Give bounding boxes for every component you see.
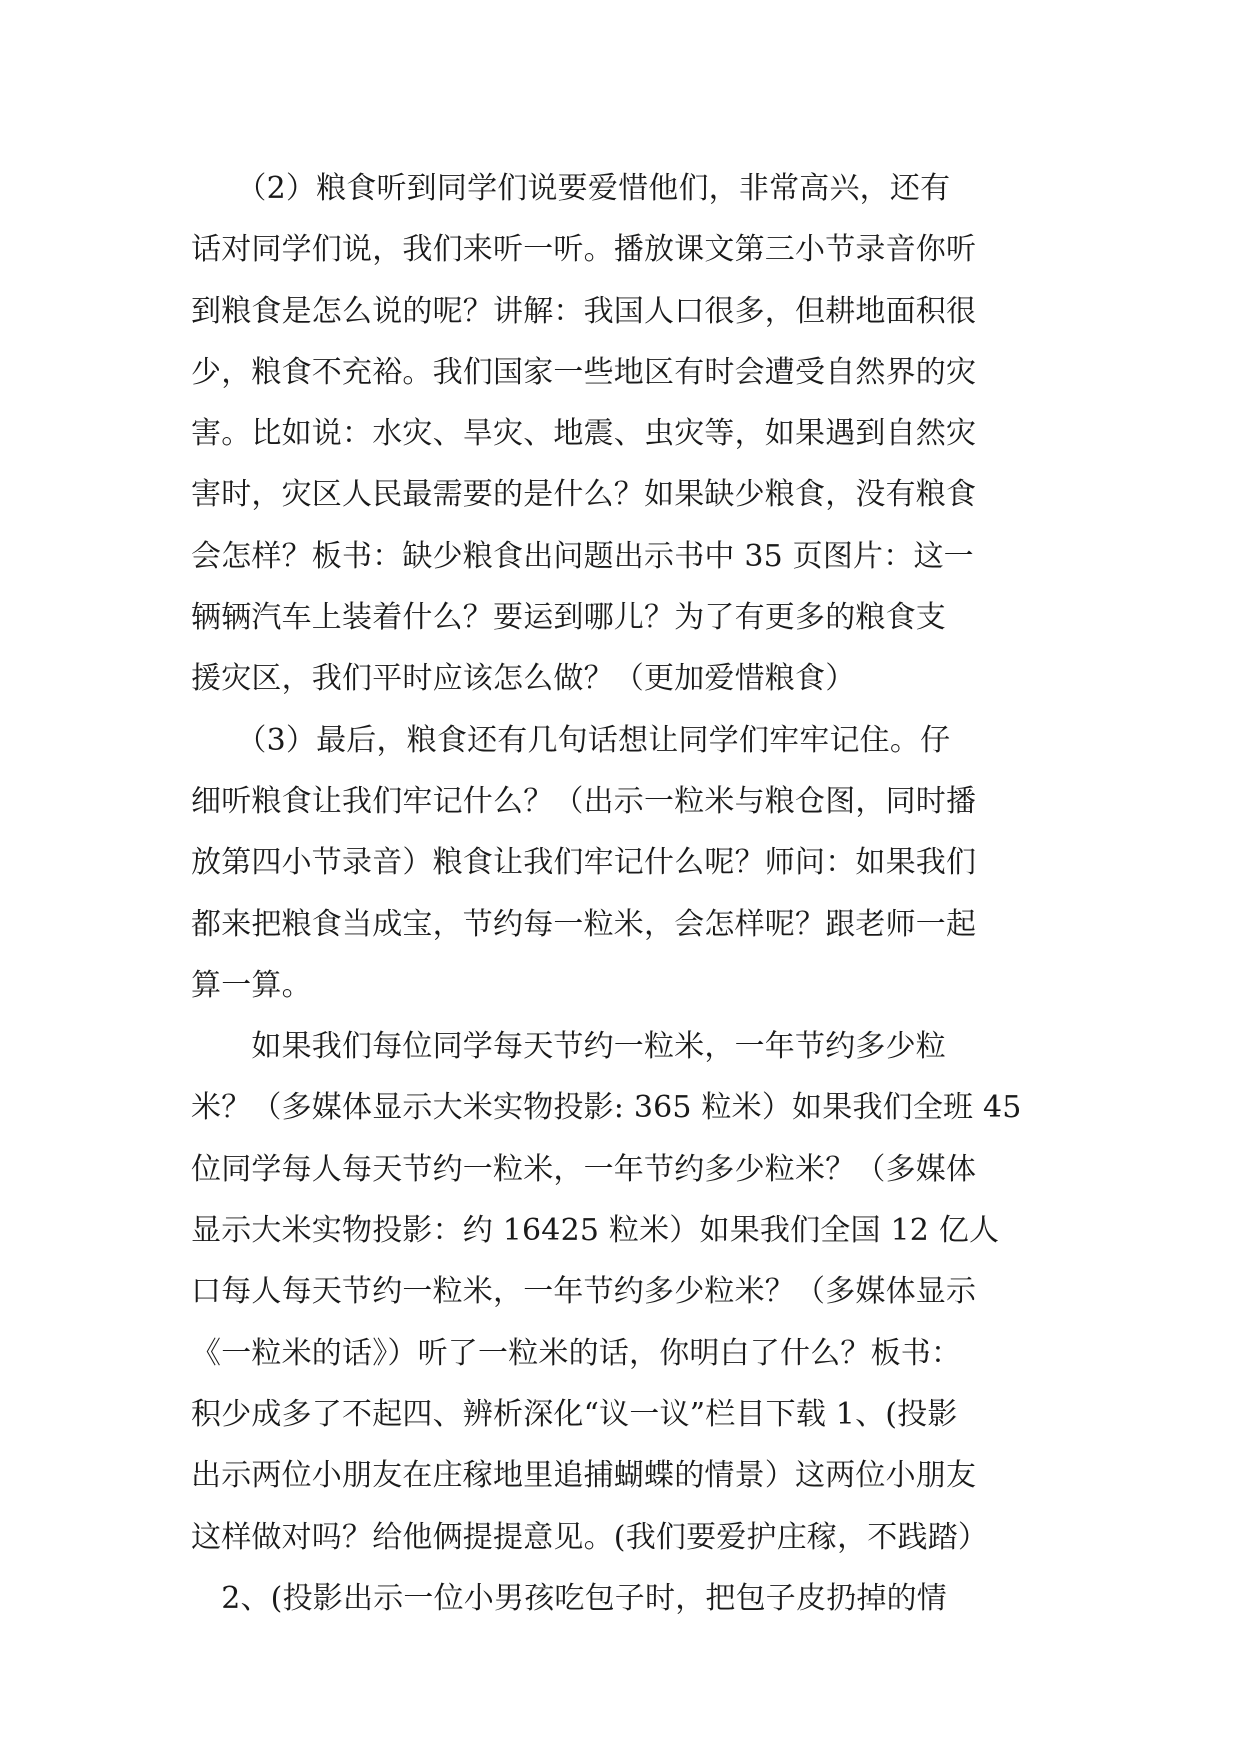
text-line: 显示大米实物投影：约 16425 粒米）如果我们全国 12 亿人 <box>191 1213 1000 1249</box>
text-line: 细听粮食让我们牢记什么？（出示一粒米与粮仓图，同时播 <box>191 783 977 819</box>
text-line: 这样做对吗？给他俩提提意见。(我们要爱护庄稼，不践踏） <box>191 1519 989 1555</box>
text-line: 话对同学们说，我们来听一听。播放课文第三小节录音你听 <box>191 232 977 268</box>
text-line: 害时，灾区人民最需要的是什么？如果缺少粮食，没有粮食 <box>191 477 977 513</box>
text-line: 出示两位小朋友在庄稼地里追捕蝴蝶的情景）这两位小朋友 <box>191 1458 977 1494</box>
text-line: 会怎样？板书：缺少粮食出问题出示书中 35 页图片：这一 <box>191 538 974 574</box>
document-body <box>191 158 1061 1629</box>
text-line: 到粮食是怎么说的呢？讲解：我国人口很多，但耕地面积很 <box>191 293 977 329</box>
text-line: （3）最后，粮食还有几句话想让同学们牢牢记住。仔 <box>191 722 951 758</box>
text-line: 位同学每人每天节约一粒米，一年节约多少粒米？（多媒体 <box>191 1151 977 1187</box>
text-line: 算一算。 <box>191 967 312 1003</box>
text-line: 2、(投影出示一位小男孩吃包子时，把包子皮扔掉的情 <box>191 1580 947 1616</box>
text-line: 都来把粮食当成宝，节约每一粒米，会怎样呢？跟老师一起 <box>191 906 977 942</box>
text-line: （2）粮食听到同学们说要爱惜他们，非常高兴，还有 <box>191 171 951 206</box>
text-line: 《一粒米的话》）听了一粒米的话，你明白了什么？板书： <box>191 1335 962 1371</box>
text-line: 如果我们每位同学每天节约一粒米，一年节约多少粒 <box>191 1029 946 1065</box>
text-line: 少，粮食不充裕。我们国家一些地区有时会遭受自然界的灾 <box>191 354 977 390</box>
text-line: 放第四小节录音）粮食让我们牢记什么呢？师问：如果我们 <box>191 845 977 881</box>
text-line: 米？（多媒体显示大米实物投影: 365 粒米）如果我们全班 45 <box>191 1090 1022 1126</box>
text-line: 积少成多了不起四、辨析深化“议一议”栏目下载 1、(投影 <box>191 1396 958 1432</box>
text-line: 口每人每天节约一粒米，一年节约多少粒米？（多媒体显示 <box>191 1274 977 1310</box>
text-line: 辆辆汽车上装着什么？要运到哪儿？为了有更多的粮食支 <box>191 600 946 636</box>
text-line: 害。比如说：水灾、旱灾、地震、虫灾等，如果遇到自然灾 <box>191 416 977 452</box>
text-line: 援灾区，我们平时应该怎么做？（更加爱惜粮食） <box>191 661 856 697</box>
